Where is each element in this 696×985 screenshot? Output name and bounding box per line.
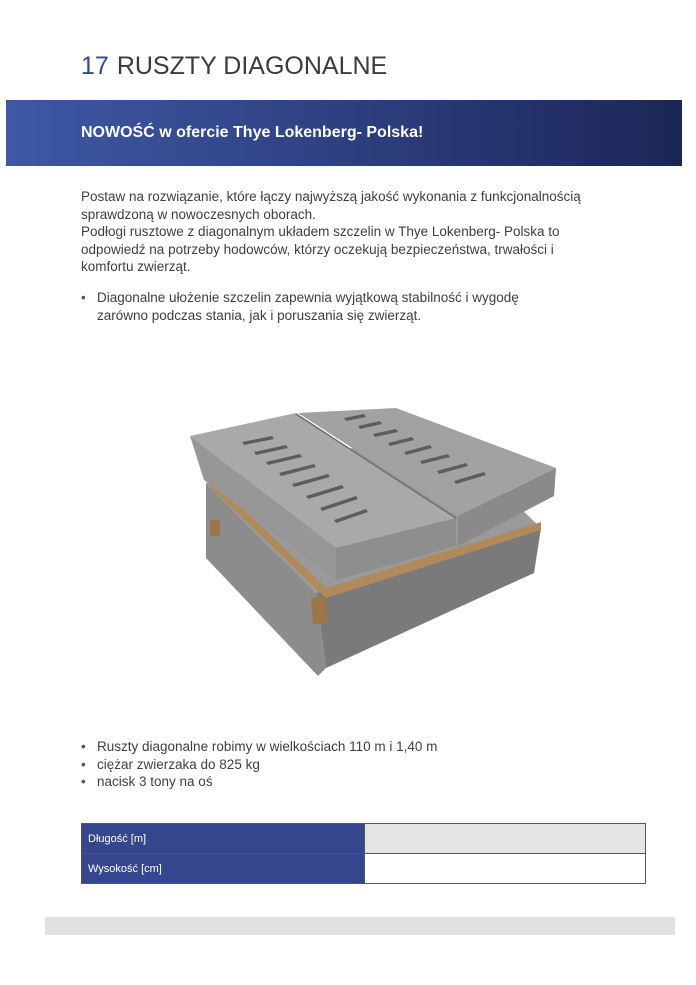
list-item: • Ruszty diagonalne robimy w wielkościach 110 m i 1,40 m xyxy=(81,738,561,756)
feature-list xyxy=(81,289,561,324)
banner-headline: NOWOŚĆ w ofercie Thye Lokenberg- Polska! xyxy=(81,124,424,141)
wood-spacer xyxy=(311,596,328,624)
spec-table xyxy=(81,823,646,884)
page-heading: RUSZTY DIAGONALNE xyxy=(116,52,388,80)
footer-bar xyxy=(45,917,675,935)
intro-paragraph-1: Postaw na rozwiązanie, które łączy najwyższą jakość wykonania z funkcjonalnością sprawdzoną w nowoczesnych oborach. xyxy=(81,189,581,222)
length-label: Długość [m] xyxy=(82,824,365,854)
wood-spacer xyxy=(210,520,220,536)
intro-paragraph-2: Podłogi rusztowe z diagonalnym układem szczelin w Thye Lokenberg- Polska to odpowiedź na potrzeby hodowców, którzy oczekują bezpieczeństwa, trwałości i komfortu zwierząt. xyxy=(81,224,560,274)
product-image xyxy=(186,408,560,680)
height-label: Wysokość [cm] xyxy=(82,854,365,884)
intro-text xyxy=(81,188,601,276)
table-row xyxy=(82,824,646,854)
height-value xyxy=(365,854,646,884)
spec-list xyxy=(81,738,561,791)
page-title xyxy=(81,52,387,81)
length-value xyxy=(365,824,646,854)
list-item: • Diagonalne ułożenie szczelin zapewnia wyjątkową stabilność i wygodę zarówno podczas stania, jak i poruszania się zwierząt. xyxy=(81,289,561,324)
list-item: • nacisk 3 tony na oś xyxy=(81,773,561,791)
page-number: 17 xyxy=(81,52,109,80)
list-item: • ciężar zwierzaka do 825 kg xyxy=(81,756,561,774)
table-row xyxy=(82,854,646,884)
headline-banner xyxy=(6,100,682,166)
